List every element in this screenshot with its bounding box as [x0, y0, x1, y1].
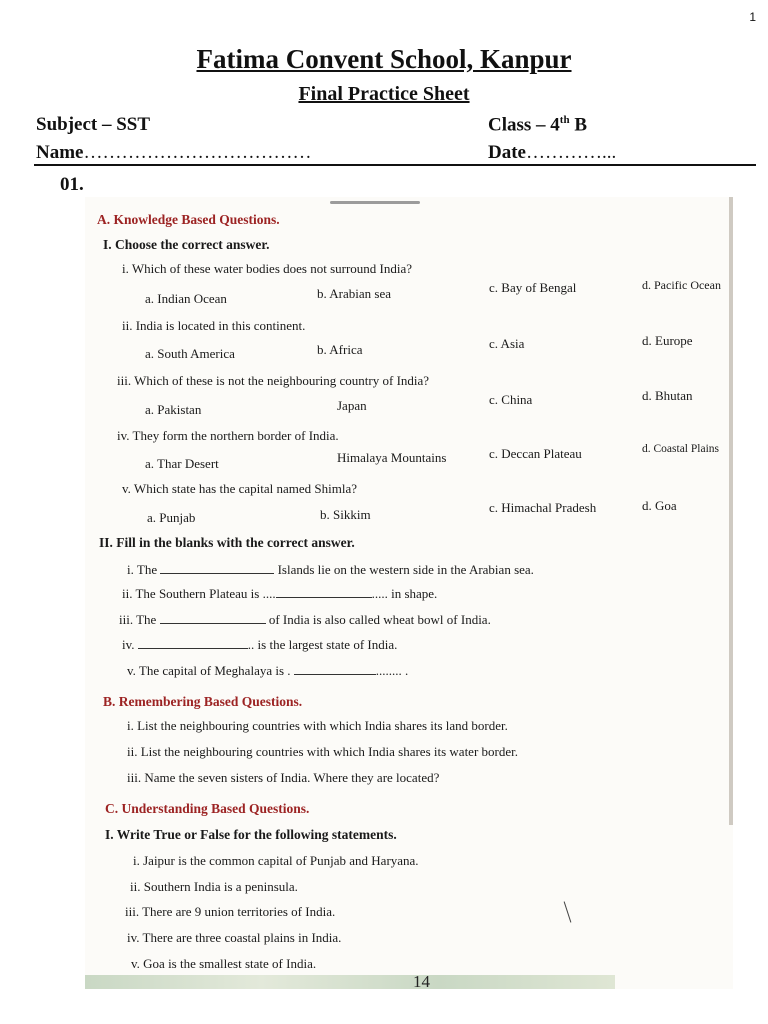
name-dots: ……………………………… — [83, 142, 312, 163]
page-edge — [729, 197, 733, 825]
mcq-option: c. Himachal Pradesh — [489, 500, 597, 515]
blank-item — [122, 637, 397, 653]
fill-blanks-heading: II. Fill in the blanks with the correct answer. — [99, 535, 355, 550]
blank-suffix: Islands lie on the western side in the Arabian sea. — [277, 562, 534, 577]
section-a-heading: A. Knowledge Based Questions. — [97, 212, 280, 227]
mcq-option: d. Goa — [642, 498, 677, 513]
sheet-title: Final Practice Sheet — [298, 83, 470, 105]
list-item: v. Goa is the smallest state of India. — [131, 956, 317, 971]
answer-blank[interactable] — [138, 638, 248, 649]
mcq-heading: I. Choose the correct answer. — [103, 237, 270, 252]
blank-suffix: .. is the largest state of India. — [247, 637, 398, 652]
class-text: Class – 4 — [488, 114, 560, 136]
book-page-number: 14 — [413, 972, 430, 989]
mcq-option: a. Indian Ocean — [145, 291, 227, 306]
blank-suffix: ........ . — [375, 663, 409, 678]
subject-label: Subject – SST — [36, 114, 151, 135]
name-field[interactable] — [36, 142, 311, 164]
mcq-option: b. Arabian sea — [317, 286, 392, 301]
blank-prefix: v. The capital of Meghalaya is . — [127, 663, 291, 678]
class-sup: th — [559, 114, 570, 126]
blank-item — [119, 612, 491, 628]
blank-prefix: iii. The — [119, 612, 157, 627]
blank-suffix: ..... in shape. — [371, 586, 438, 601]
question-number: 01. — [60, 174, 84, 195]
list-item: i. List the neighbouring countries with which India shares its land border. — [127, 718, 508, 733]
class-section: B — [569, 114, 588, 136]
scanned-textbook-page — [85, 197, 733, 989]
pen-mark — [564, 901, 572, 922]
mcq-option: c. Asia — [489, 336, 525, 351]
mcq-option: b. Africa — [317, 342, 363, 357]
answer-blank[interactable] — [276, 587, 372, 598]
date-label: Date — [488, 142, 526, 163]
page-footer-band — [85, 975, 615, 989]
mcq-question: i. Which of these water bodies does not surround India? — [122, 261, 413, 276]
mcq-option: d. Bhutan — [642, 388, 693, 403]
mcq-option: d. Europe — [642, 333, 693, 348]
date-field[interactable] — [488, 142, 616, 164]
blank-prefix: ii. The Southern Plateau is .... — [122, 586, 276, 601]
blank-prefix: i. The — [127, 562, 158, 577]
mcq-option: Himalaya Mountains — [337, 450, 447, 465]
list-item: ii. Southern India is a peninsula. — [130, 879, 298, 894]
true-false-heading: I. Write True or False for the following statements. — [105, 827, 397, 842]
answer-blank[interactable] — [160, 613, 266, 624]
mcq-option: d. Coastal Plains — [642, 443, 719, 455]
mcq-option: a. Punjab — [147, 510, 196, 525]
mcq-option: d. Pacific Ocean — [642, 278, 721, 292]
list-item: iv. There are three coastal plains in India. — [127, 930, 342, 945]
mcq-option: a. Pakistan — [145, 402, 202, 417]
scan-top-mark — [330, 201, 420, 204]
mcq-question: iv. They form the northern border of India. — [117, 428, 339, 443]
blank-item — [127, 663, 408, 679]
mcq-option: b. Sikkim — [320, 507, 371, 522]
mcq-option: c. Deccan Plateau — [489, 446, 582, 461]
name-label: Name — [36, 142, 84, 163]
mcq-question: v. Which state has the capital named Shimla? — [122, 481, 358, 496]
class-label — [488, 114, 587, 136]
section-b-heading: B. Remembering Based Questions. — [103, 694, 303, 709]
blank-prefix: iv. — [122, 637, 135, 652]
mcq-option: Japan — [337, 398, 367, 413]
list-item: i. Jaipur is the common capital of Punjab and Haryana. — [133, 853, 419, 868]
blank-suffix: of India is also called wheat bowl of India. — [268, 612, 491, 627]
answer-blank[interactable] — [294, 664, 376, 675]
list-item: ii. List the neighbouring countries with which India shares its water border. — [127, 744, 518, 759]
answer-blank[interactable] — [160, 563, 274, 574]
list-item: iii. Name the seven sisters of India. Where they are located? — [127, 770, 440, 785]
mcq-option: a. South America — [145, 346, 235, 361]
mcq-question: ii. India is located in this continent. — [122, 318, 306, 333]
header-divider — [34, 164, 756, 166]
date-dots: …………... — [525, 142, 617, 163]
page-number: 1 — [749, 10, 756, 24]
list-item: iii. There are 9 union territories of India. — [125, 904, 336, 919]
mcq-option: a. Thar Desert — [145, 456, 219, 471]
blank-item — [127, 562, 534, 578]
blank-item — [122, 586, 437, 602]
mcq-option: c. Bay of Bengal — [489, 280, 577, 295]
mcq-option: c. China — [489, 392, 533, 407]
section-c-heading: C. Understanding Based Questions. — [105, 801, 310, 816]
school-name: Fatima Convent School, Kanpur — [196, 44, 572, 74]
mcq-question: iii. Which of these is not the neighbouring country of India? — [117, 373, 430, 388]
